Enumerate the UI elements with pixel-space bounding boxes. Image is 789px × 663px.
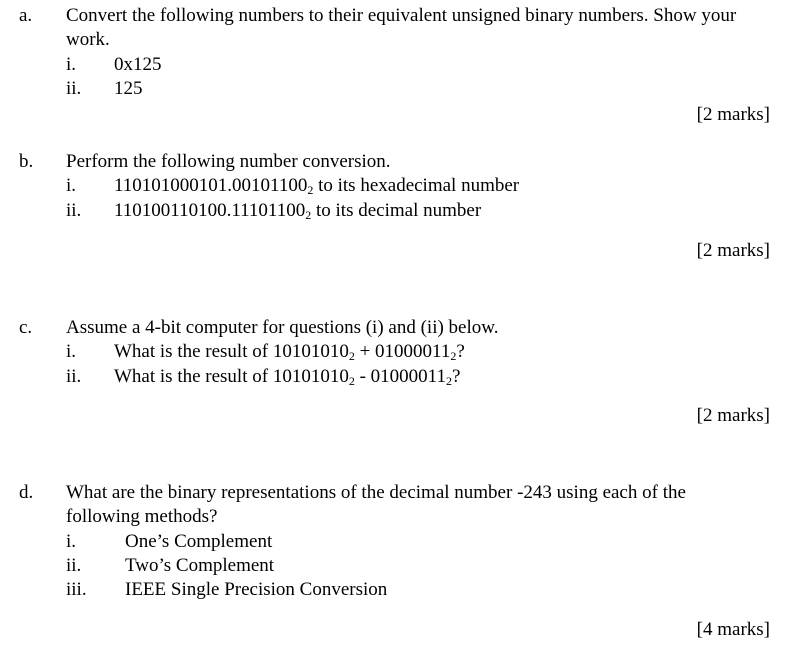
base-subscript: 2 (305, 208, 312, 222)
marks-label: [2 marks] (696, 405, 770, 426)
item-number: iii. (66, 579, 87, 600)
item-end: ? (451, 366, 461, 387)
item-text (114, 174, 519, 198)
item-text: IEEE Single Precision Conversion (125, 579, 388, 600)
item-number: ii. (66, 366, 82, 387)
operand-a: 10101010 (272, 341, 349, 362)
item-number: i. (66, 531, 77, 552)
item-text: 0x125 (114, 54, 162, 75)
question-letter: c. (19, 317, 33, 338)
binary-value: 110101000101.00101100 (114, 175, 308, 196)
sub-item (66, 340, 465, 364)
marks-label: [2 marks] (696, 240, 770, 261)
item-suffix: to its decimal number (311, 200, 482, 221)
item-text: Two’s Complement (125, 555, 275, 576)
sub-item (66, 578, 388, 602)
sub-item (66, 77, 143, 101)
question-stem: Convert the following numbers to their equivalent unsigned binary numbers. Show your work. (66, 5, 737, 50)
sub-item (66, 554, 275, 578)
item-number: ii. (66, 200, 82, 221)
item-number: ii. (66, 555, 82, 576)
base-subscript: 2 (450, 349, 457, 363)
question-letter: a. (19, 5, 33, 26)
question-stem: Perform the following number conversion. (66, 151, 391, 172)
operand-a: 10101010 (272, 366, 349, 387)
binary-value: 110100110100.11101100 (114, 200, 306, 221)
item-prefix: What is the result of (114, 366, 273, 387)
question-letter: d. (19, 482, 34, 503)
operator: + (354, 341, 376, 362)
item-number: ii. (66, 78, 82, 99)
base-subscript: 2 (445, 374, 452, 388)
item-text (114, 199, 481, 223)
item-number: i. (66, 54, 77, 75)
item-number: i. (66, 175, 77, 196)
base-subscript: 2 (348, 349, 355, 363)
item-text: 125 (114, 78, 143, 99)
item-number: i. (66, 341, 77, 362)
base-subscript: 2 (307, 183, 314, 197)
sub-item (66, 365, 461, 389)
question-letter: b. (19, 151, 34, 172)
sub-item (66, 53, 162, 77)
question-stem: What are the binary representations of the decimal number -243 using each of the following methods? (66, 482, 686, 527)
marks-label: [4 marks] (696, 619, 770, 640)
operator: - (354, 366, 371, 387)
operand-b: 01000011 (375, 341, 451, 362)
item-text (114, 365, 460, 389)
base-subscript: 2 (348, 374, 355, 388)
item-prefix: What is the result of (114, 341, 273, 362)
item-end: ? (456, 341, 465, 362)
item-text: One’s Complement (125, 531, 273, 552)
item-text (114, 340, 465, 364)
operand-b: 01000011 (370, 366, 446, 387)
sub-item (66, 199, 482, 223)
sub-item (66, 530, 273, 554)
sub-item (66, 174, 520, 198)
marks-label: [2 marks] (696, 104, 770, 125)
question-stem: Assume a 4-bit computer for questions (i) and (ii) below. (66, 317, 499, 338)
item-suffix: to its hexadecimal number (313, 175, 520, 196)
